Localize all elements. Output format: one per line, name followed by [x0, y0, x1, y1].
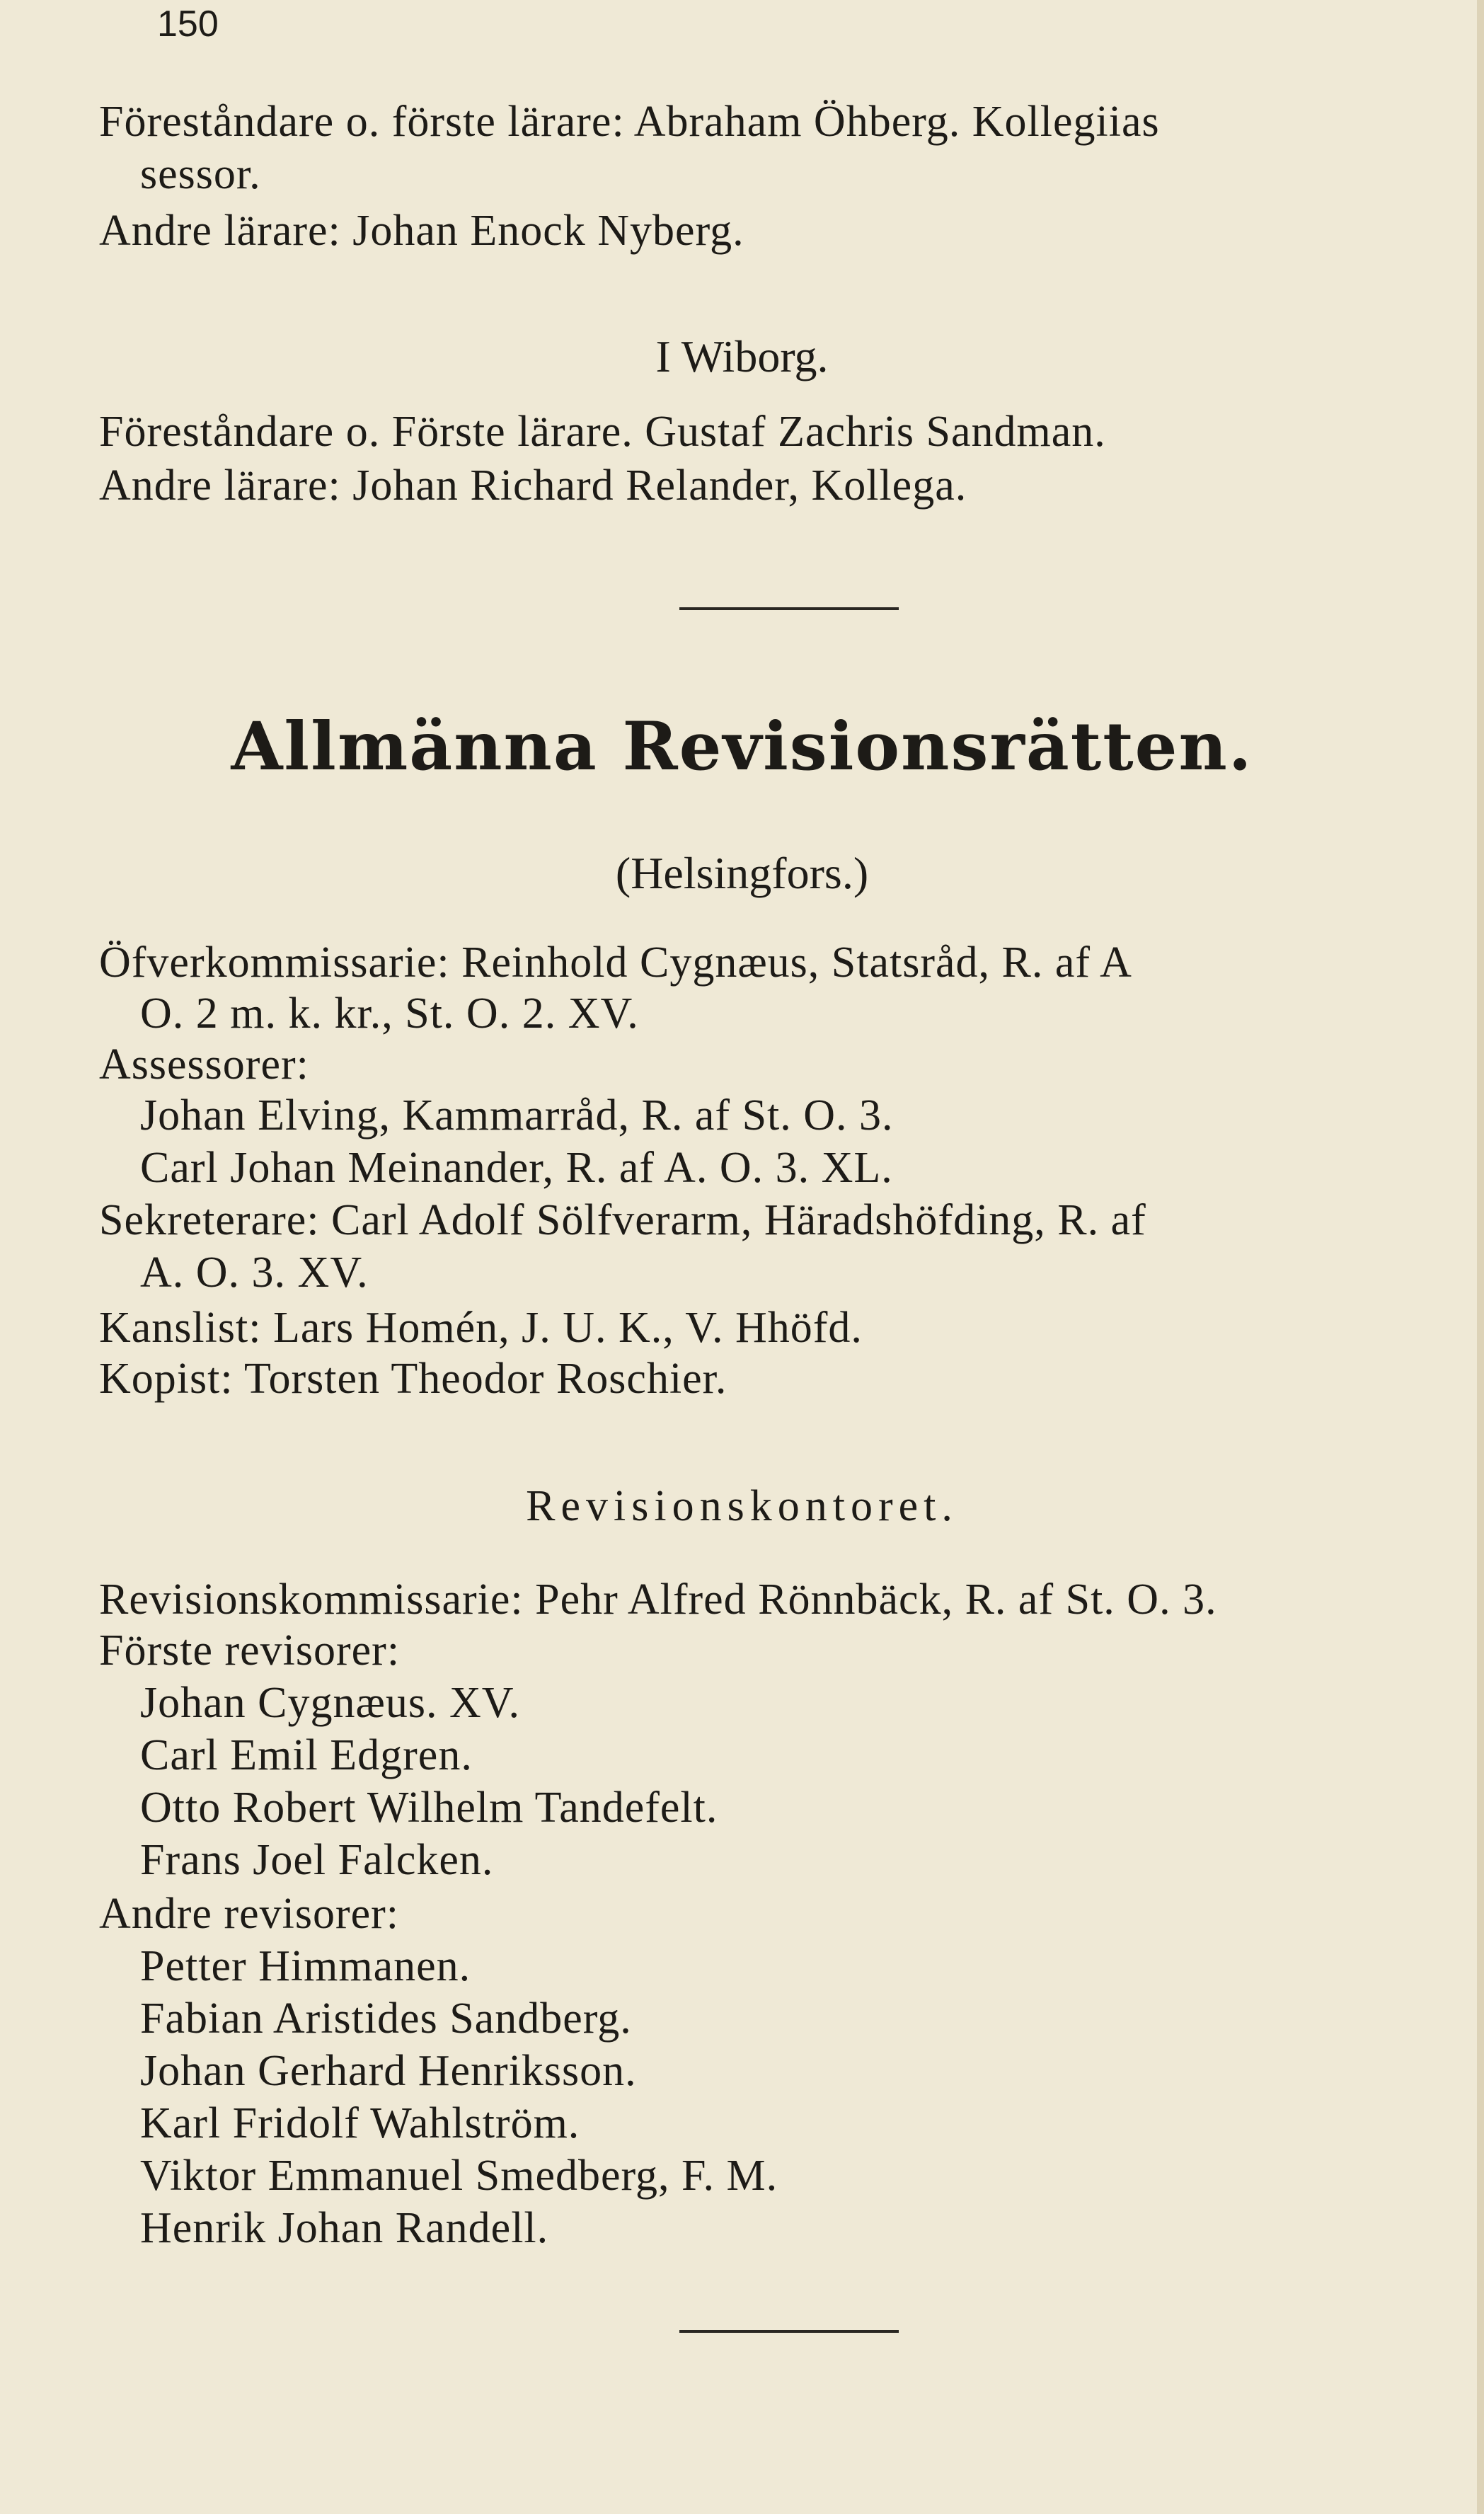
- page-number: 150: [157, 4, 219, 45]
- bottom-divider-rule: [679, 2330, 899, 2333]
- revisionskontoret-line-randell: Henrik Johan Randell.: [140, 2204, 549, 2252]
- wiborg-title: I Wiborg.: [655, 331, 829, 381]
- allmanna-line-ofverkommissarie-cont: O. 2 m. k. kr., St. O. 2. XV.: [140, 989, 639, 1038]
- allmanna-line-assessor-elving: Johan Elving, Kammarråd, R. af St. O. 3.: [140, 1091, 894, 1140]
- allmanna-line-kopist: Kopist: Torsten Theodor Roschier.: [99, 1355, 727, 1403]
- top-line-forestandare: Föreståndare o. förste lärare: Abraham Öhberg. Kollegiias: [99, 98, 1160, 146]
- top-line-andre-larare: Andre lärare: Johan Enock Nyberg.: [99, 207, 744, 255]
- allmanna-line-sekreterare-cont: A. O. 3. XV.: [140, 1249, 369, 1297]
- revisionskontoret-line-smedberg: Viktor Emmanuel Smedberg, F. M.: [140, 2152, 778, 2200]
- allmanna-line-assessorer: Assessorer:: [99, 1040, 309, 1089]
- revisionskontoret-line-sandberg: Fabian Aristides Sandberg.: [140, 1994, 632, 2043]
- revisionskontoret-line-forste-revisorer: Förste revisorer:: [99, 1626, 401, 1675]
- revisionskontoret-line-henriksson: Johan Gerhard Henriksson.: [140, 2047, 637, 2095]
- revisionskontoret-line-wahlstrom: Karl Fridolf Wahlström.: [140, 2099, 580, 2147]
- revisionskontoret-heading: Revisionskontoret.: [526, 1482, 958, 1530]
- allmanna-line-assessor-meinander: Carl Johan Meinander, R. af A. O. 3. XL.: [140, 1144, 893, 1192]
- revisionskontoret-line-andre-revisorer: Andre revisorer:: [99, 1890, 399, 1938]
- allmanna-subtitle: (Helsingfors.): [615, 848, 869, 898]
- allmanna-line-sekreterare: Sekreterare: Carl Adolf Sölfverarm, Häradshöfding, R. af: [99, 1196, 1146, 1244]
- allmanna-line-kanslist: Kanslist: Lars Homén, J. U. K., V. Hhöfd.: [99, 1304, 863, 1352]
- revisionskontoret-line-kommissarie: Revisionskommissarie: Pehr Alfred Rönnbäck, R. af St. O. 3.: [99, 1575, 1217, 1624]
- revisionskontoret-line-tandefelt: Otto Robert Wilhelm Tandefelt.: [140, 1784, 718, 1832]
- revisionskontoret-line-edgren: Carl Emil Edgren.: [140, 1731, 473, 1779]
- wiborg-line-forestandare: Föreståndare o. Förste lärare. Gustaf Zachris Sandman.: [99, 408, 1106, 456]
- allmanna-line-ofverkommissarie: Öfverkommissarie: Reinhold Cygnæus, Statsråd, R. af A: [99, 939, 1132, 987]
- top-line-sessor: sessor.: [140, 150, 261, 198]
- revisionskontoret-line-cygnaeus: Johan Cygnæus. XV.: [140, 1679, 521, 1727]
- section-divider-rule: [679, 607, 899, 610]
- wiborg-line-andre-larare: Andre lärare: Johan Richard Relander, Kollega.: [99, 461, 967, 510]
- revisionskontoret-line-himmanen: Petter Himmanen.: [140, 1942, 471, 1990]
- allmanna-revisionsratten-heading: Allmänna Revisionsrätten.: [231, 708, 1253, 786]
- revisionskontoret-line-falcken: Frans Joel Falcken.: [140, 1836, 494, 1884]
